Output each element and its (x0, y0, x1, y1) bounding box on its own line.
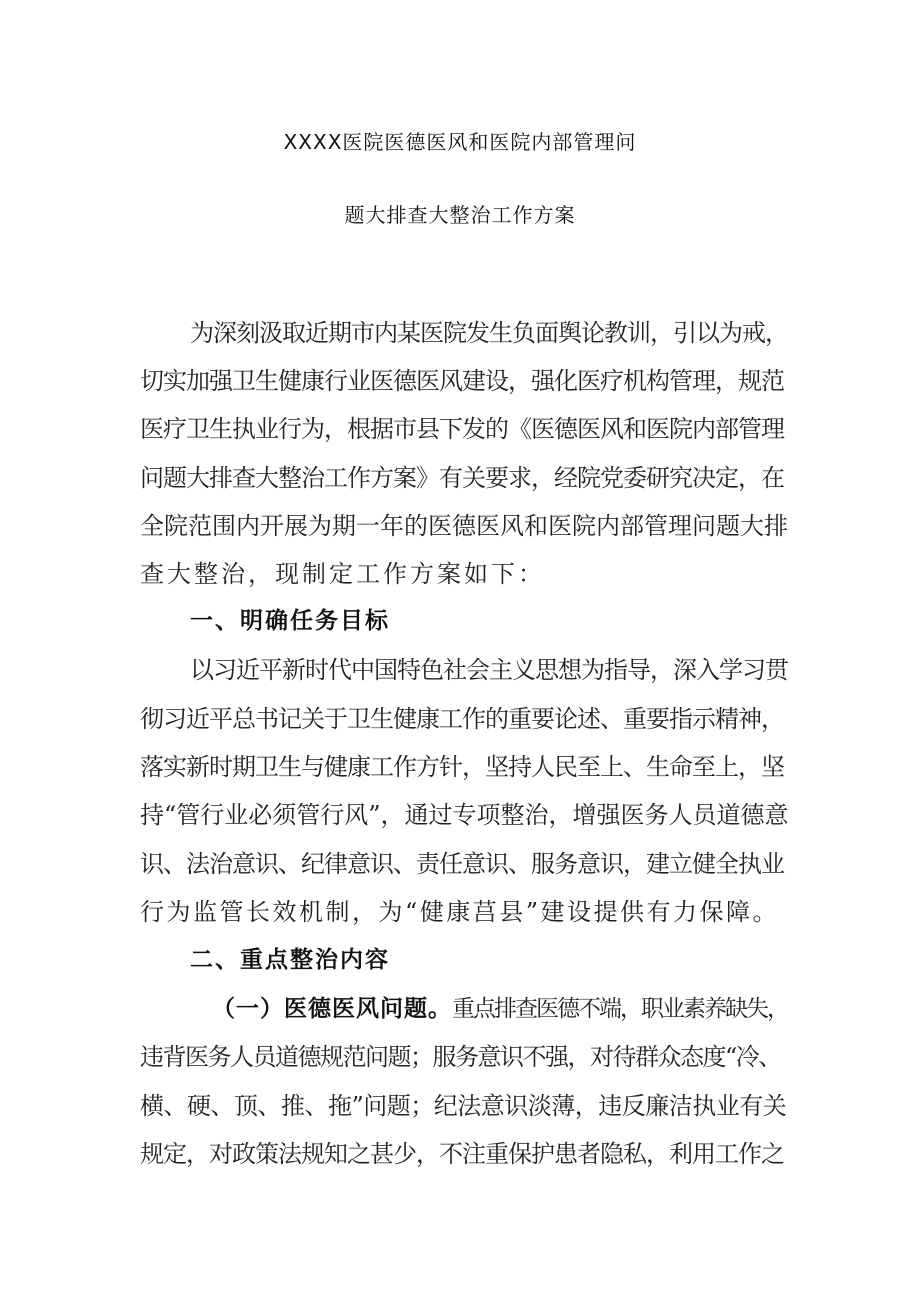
intro-line-6: 查大整治，现制定工作方案如下： (140, 560, 545, 588)
section1-line-4: 持“管行业必须管行风”，通过专项整治，增强医务人员道德意 (140, 801, 789, 829)
subsection-lead-medical-ethics: （一）医德医风问题。 (212, 996, 452, 1022)
document-title-line-2: 题大排查大整治工作方案 (344, 203, 576, 227)
section1-line-5: 识、法治意识、纪律意识、责任意识、服务意识，建立健全执业 (140, 850, 784, 878)
intro-line-3: 医疗卫生执业行为，根据市县下发的《医德医风和医院内部管理 (140, 415, 784, 443)
intro-line-5: 全院范围内开展为期一年的医德医风和医院内部管理问题大排 (140, 512, 788, 540)
section-heading-key-content: 二、重点整治内容 (190, 947, 390, 973)
section1-line-2: 彻习近平总书记关于卫生健康工作的重要论述、重要指示精神， (140, 705, 784, 733)
intro-line-2: 切实加强卫生健康行业医德医风建设，强化医疗机构管理，规范 (140, 367, 784, 395)
intro-line-1: 为深刻汲取近期市内某医院发生负面舆论教训，引以为戒， (190, 319, 788, 347)
section2-sub1-line-1 (212, 994, 788, 1024)
section-heading-goals: 一、明确任务目标 (190, 608, 390, 634)
section2-sub1-line-1-rest: 重点排查医德不端，职业素养缺失， (452, 996, 788, 1022)
document-title-line-1: XXXX医院医德医风和医院内部管理问 (283, 130, 637, 154)
section1-line-3: 落实新时期卫生与健康工作方针，坚持人民至上、生命至上，坚 (140, 753, 784, 781)
section1-line-6: 行为监管长效机制，为“健康莒县”建设提供有力保障。 (140, 898, 780, 926)
section1-line-1: 以习近平新时代中国特色社会主义思想为指导，深入学习贯 (190, 656, 788, 684)
section2-sub1-line-4: 规定，对政策法规知之甚少，不注重保护患者隐私，利用工作之 (140, 1140, 784, 1168)
section2-sub1-line-2: 违背医务人员道德规范问题；服务意识不强，对待群众态度“冷、 (140, 1043, 781, 1071)
intro-line-4: 问题大排查大整治工作方案》有关要求，经院党委研究决定，在 (140, 464, 784, 492)
section2-sub1-line-3: 横、硬、顶、推、拖”问题；纪法意识淡薄，违反廉洁执业有关 (140, 1092, 787, 1120)
